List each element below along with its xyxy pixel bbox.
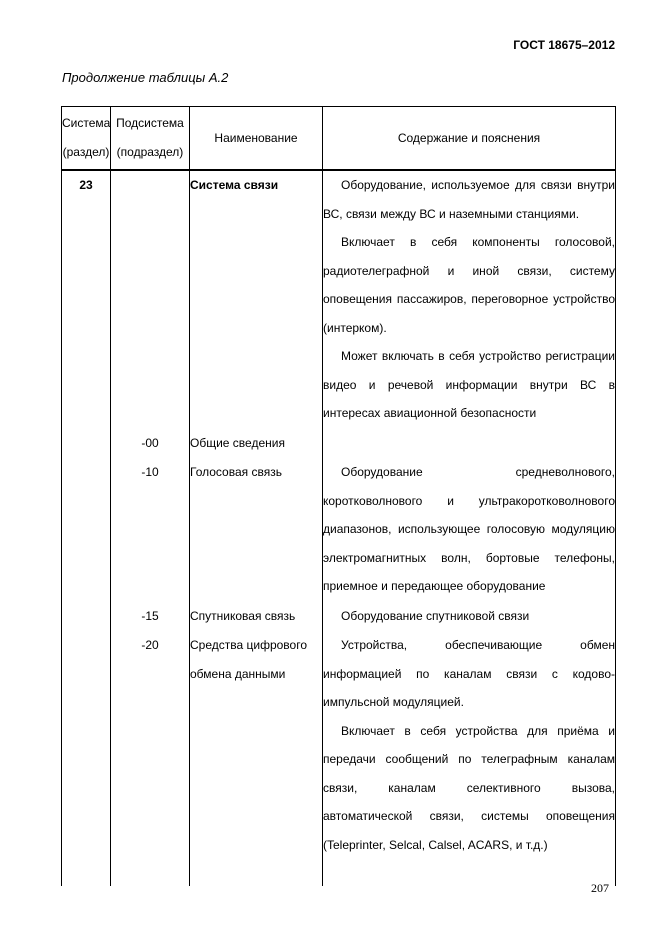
name-cell: Голосовая связь [190, 458, 323, 602]
column-header-line: (подраздел) [116, 145, 184, 159]
description-cell [323, 429, 616, 459]
description-paragraph: Включает в себя устройства для приёма и передачи сообщений по телеграфным каналам связи, каналам селективного вызова, автоматической связи, системы оповещения (Teleprinter, Selcal, Calsel, ACARS, и т.д.) [323, 723, 615, 852]
subsystem-cell: -00 [111, 429, 190, 459]
empty-cell [62, 860, 111, 886]
name-cell: Средства цифрового обмена данными [190, 631, 323, 860]
column-header-description [323, 107, 616, 171]
table-row [62, 602, 616, 632]
empty-cell [111, 860, 190, 886]
description-paragraph: Оборудование спутниковой связи [341, 608, 530, 623]
column-header-name [190, 107, 323, 171]
subsystem-cell: -20 [111, 631, 190, 860]
page-number: 207 [591, 881, 609, 895]
table-row [62, 170, 616, 429]
description-cell [323, 170, 616, 429]
description-paragraph: Оборудование средневолнового, коротковолнового и ультракоротковолнового диапазонов, использующее голосовую модуляцию электромагнитных волн, бортовые телефоны, приемное и передающее оборудование [323, 465, 615, 593]
description-paragraph: Может включать в себя устройство регистрации видео и речевой информации внутри ВС в интересах авиационной безопасности [323, 349, 615, 420]
column-header-line: (раздел) [62, 145, 110, 159]
subsystem-cell [111, 170, 190, 429]
system-cell [62, 429, 111, 459]
column-header-system [62, 107, 111, 171]
column-header-subsystem [111, 107, 190, 171]
system-cell [62, 631, 111, 860]
empty-cell [190, 860, 323, 886]
description-cell [323, 458, 616, 602]
system-cell [62, 458, 111, 602]
description-cell [323, 602, 616, 632]
table-row [62, 631, 616, 860]
description-cell [323, 631, 616, 860]
subsystem-cell: -10 [111, 458, 190, 602]
name-cell: Система связи [190, 170, 323, 429]
description-paragraph: Оборудование, используемое для связи внутри ВС, связи между ВС и наземными станциями. [323, 178, 615, 221]
description-paragraph: Включает в себя компоненты голосовой, радиотелеграфной и иной связи, систему оповещения пассажиров, переговорное устройство (интерком). [323, 235, 615, 335]
system-cell: 23 [62, 170, 111, 429]
empty-cell [323, 860, 616, 886]
table-caption: Продолжение таблицы А.2 [62, 70, 229, 85]
table-header-row [62, 107, 616, 171]
name-cell: Общие сведения [190, 429, 323, 459]
table-row [62, 458, 616, 602]
column-header-line: Система [62, 116, 111, 130]
document-standard-number: ГОСТ 18675–2012 [513, 38, 615, 52]
classification-table [61, 106, 616, 886]
column-header-line: Наименование [214, 130, 298, 145]
subsystem-cell: -15 [111, 602, 190, 632]
name-cell: Спутниковая связь [190, 602, 323, 632]
table-continuation-row [62, 860, 616, 886]
column-header-line: Содержание и пояснения [397, 130, 541, 145]
description-paragraph: Устройства, обеспечивающие обмен информацией по каналам связи с кодово-импульсной модуляцией. [323, 638, 615, 709]
system-cell [62, 602, 111, 632]
table-row [62, 429, 616, 459]
column-header-line: Подсистема [116, 116, 184, 130]
